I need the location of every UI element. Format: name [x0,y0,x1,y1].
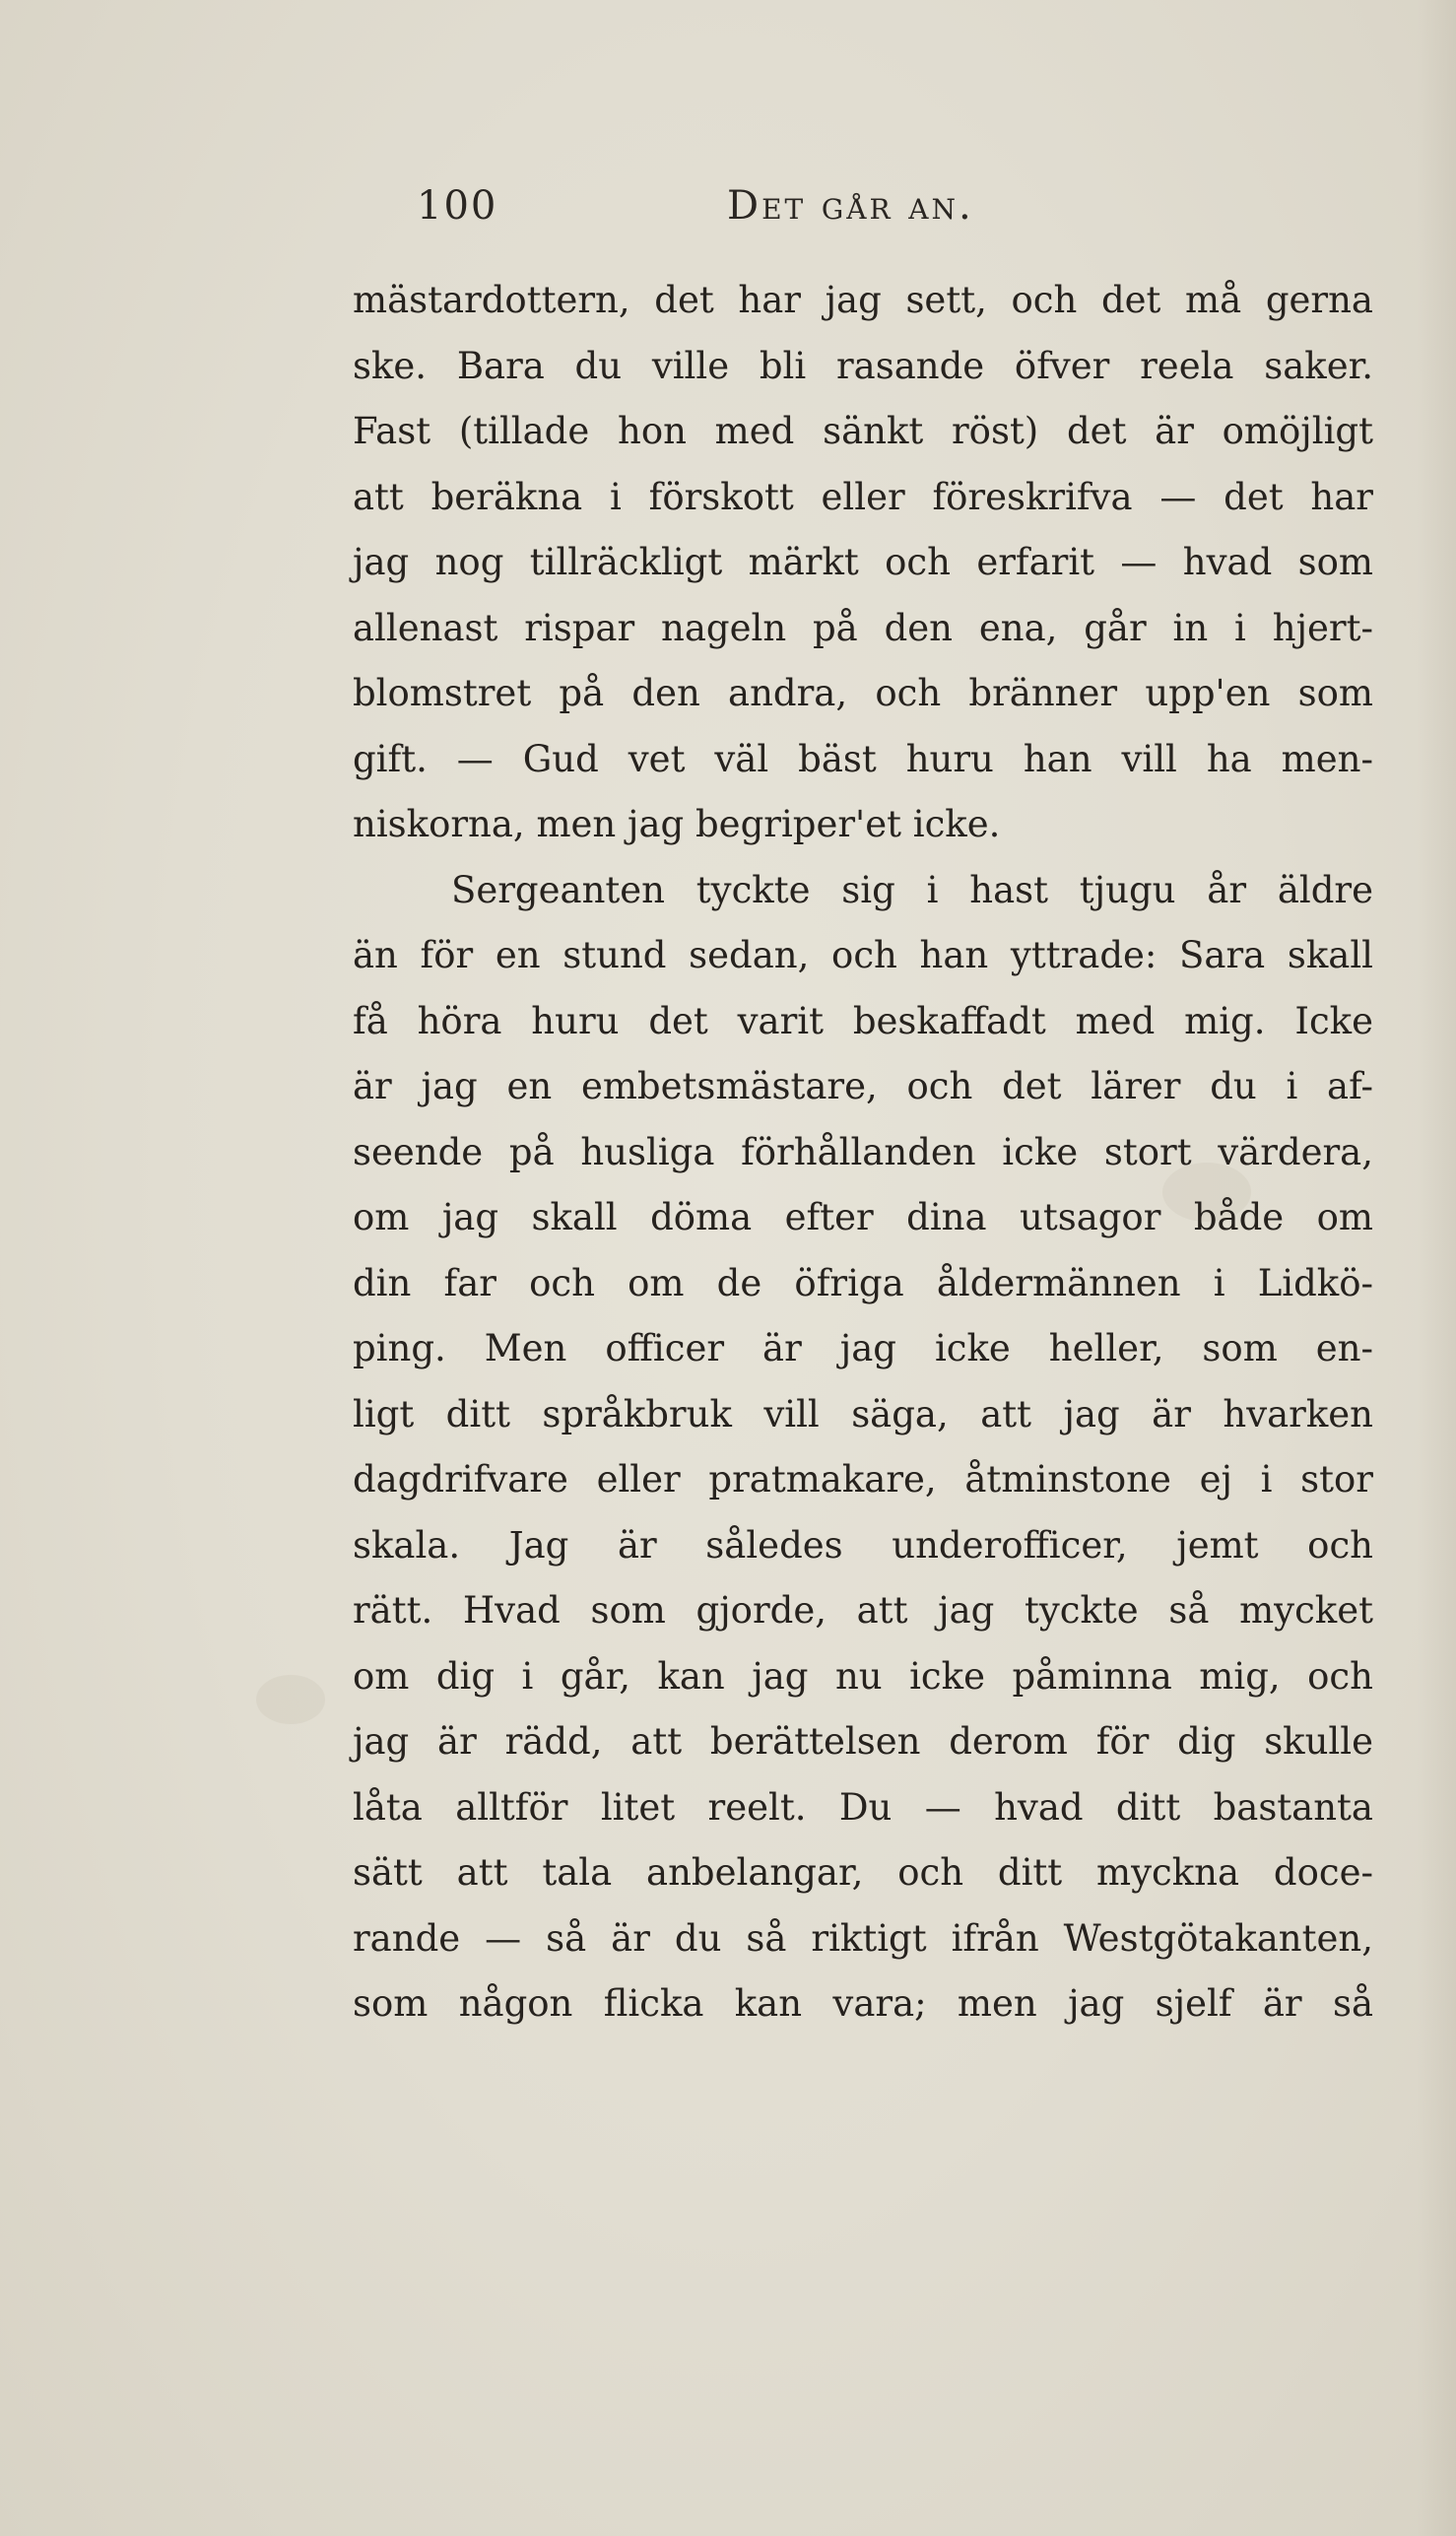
running-title: Det går an. [727,183,974,229]
text-line: gift. — Gud vet väl bäst huru han vill ha men- [353,737,1373,780]
text-line: sätt att tala anbelangar, och ditt myckna doce- [353,1851,1373,1894]
text-line: jag nog tillräckligt märkt och erfarit — hvad som [353,541,1373,583]
text-line: få höra huru det varit beskaffadt med mig. Icke [353,999,1373,1042]
text-line: ske. Bara du ville bli rasande öfver reela saker. [353,344,1373,387]
text-line: jag är rädd, att berättelsen derom för dig skulle [353,1720,1373,1763]
text-line: som någon flicka kan vara; men jag sjelf är så [353,1982,1373,2025]
text-line: om jag skall döma efter dina utsagor både om [353,1196,1373,1238]
text-line: skala. Jag är således underofficer, jemt och [353,1523,1373,1567]
text-line: låta alltför litet reelt. Du — hvad ditt bastanta [353,1785,1373,1829]
text-line: dagdrifvare eller pratmakare, åtminstone ej i stor [353,1458,1373,1501]
text-line: ping. Men officer är jag icke heller, som en- [353,1327,1373,1369]
text-line: allenast rispar nageln på den ena, går in i hjert- [353,606,1373,649]
text-line: att beräkna i förskott eller föreskrifva — det har [353,475,1373,518]
text-line: än för en stund sedan, och han yttrade: Sara skall [353,934,1373,976]
text-line: blomstret på den andra, och bränner upp'en som [353,672,1373,714]
text-line: rande — så är du så riktigt ifrån Westgötakanten, [353,1916,1373,1960]
text-line: Fast (tillade hon med sänkt röst) det är omöjligt [353,410,1373,452]
page-header [353,183,1377,242]
text-line: niskorna, men jag begriper'et icke. [353,803,1001,845]
text-line: din far och om de öfriga åldermännen i Lidkö- [353,1261,1373,1304]
paper-stain [256,1675,325,1724]
text-line: är jag en embetsmästare, och det lärer du i af- [353,1065,1373,1107]
body-text [353,268,1373,2037]
text-line: Sergeanten tyckte sig i hast tjugu år äldre [451,868,1373,911]
text-line: seende på husliga förhållanden icke stort värdera, [353,1130,1373,1173]
text-line: ligt ditt språkbruk vill säga, att jag är hvarken [353,1392,1373,1435]
page-edge-shadow [1417,0,1456,2536]
text-line: mästardottern, det har jag sett, och det må gerna [353,279,1373,321]
page-number: 100 [417,183,498,229]
text-line: rätt. Hvad som gjorde, att jag tyckte så mycket [353,1589,1373,1632]
text-line: om dig i går, kan jag nu icke påminna mig, och [353,1654,1373,1698]
